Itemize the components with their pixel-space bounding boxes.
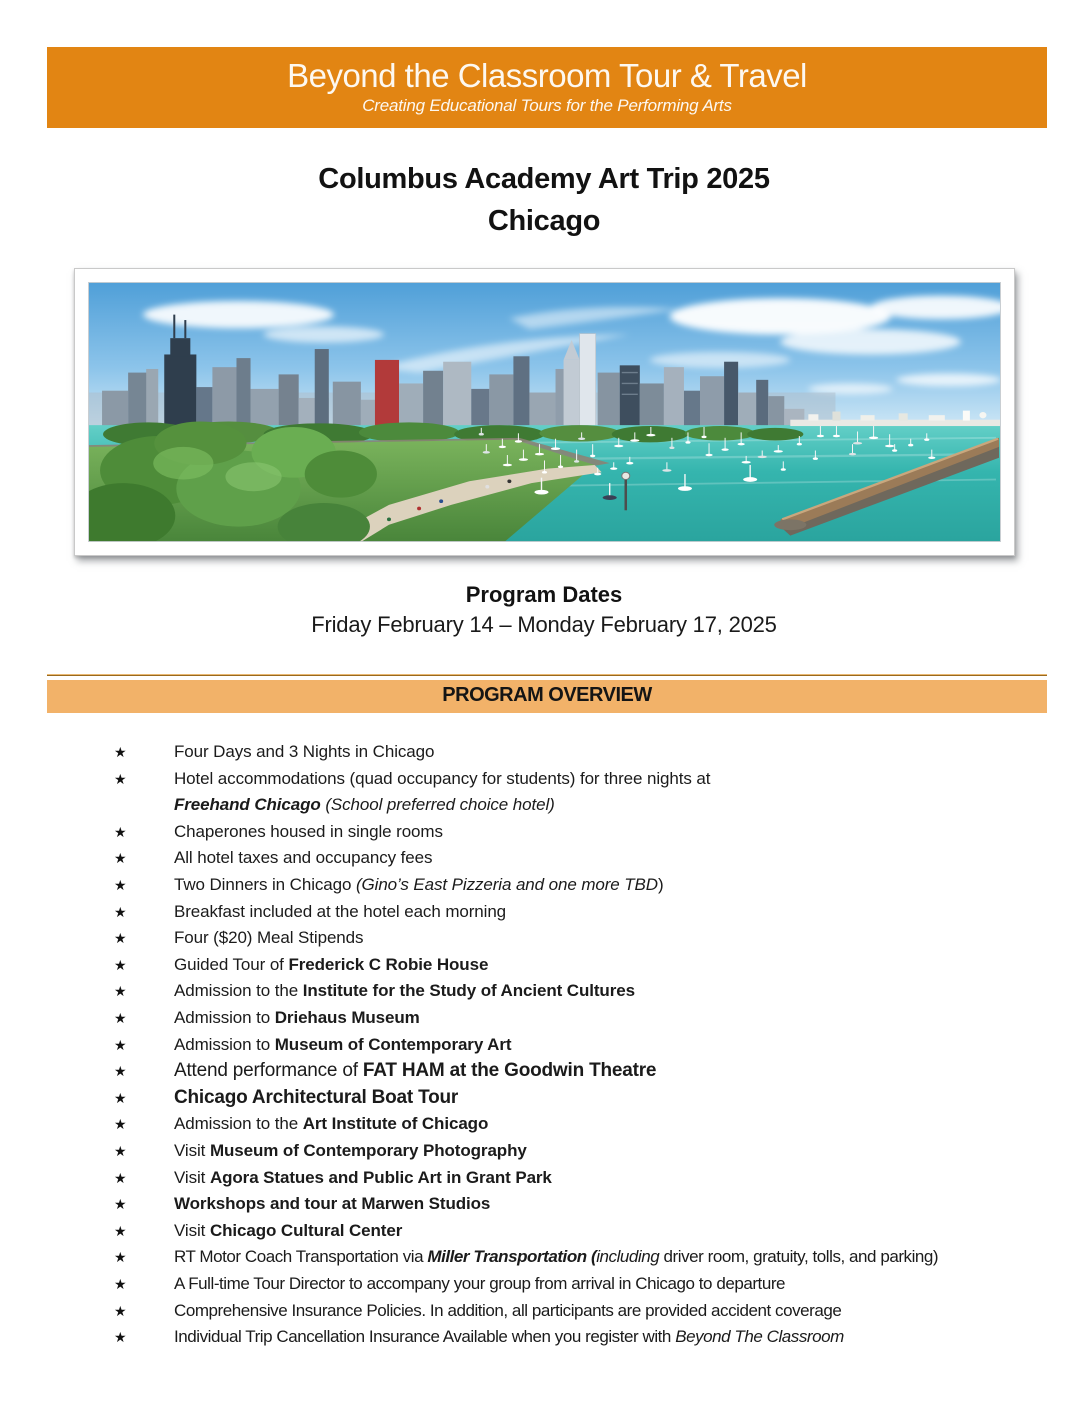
list-item	[114, 1005, 1044, 1032]
program-dates-range: Friday February 14 – Monday February 17, 2025	[311, 612, 777, 638]
list-item-text: Four ($20) Meal Stipends	[174, 928, 364, 948]
section-divider-rule	[47, 674, 1047, 676]
company-banner	[47, 47, 1047, 128]
trip-title	[0, 158, 1088, 242]
star-bullet-icon: ★	[114, 1302, 127, 1319]
star-bullet-icon: ★	[114, 877, 127, 893]
list-item-text: Admission to Driehaus Museum	[174, 1007, 420, 1027]
list-item	[114, 1085, 1044, 1112]
list-item-text: Four Days and 3 Nights in Chicago	[174, 742, 435, 762]
star-bullet-icon: ★	[114, 1249, 127, 1266]
list-item	[114, 845, 1044, 872]
star-bullet-icon: ★	[114, 1063, 127, 1080]
list-item	[114, 978, 1044, 1005]
list-item	[114, 1218, 1044, 1245]
star-bullet-icon: ★	[114, 1222, 127, 1239]
list-item-text: Two Dinners in Chicago (Gino’s East Pizzeria and one more TBD)	[174, 875, 664, 894]
list-item	[114, 1244, 1044, 1271]
list-item-text: Visit Chicago Cultural Center	[174, 1220, 403, 1240]
list-item-text: RT Motor Coach Transportation via Miller Transportation (including driver room, gratuity, tolls, and parking)	[174, 1247, 939, 1267]
list-item-text: Attend performance of FAT HAM at the Goodwin Theatre	[174, 1060, 657, 1082]
star-bullet-icon: ★	[114, 1329, 127, 1346]
star-bullet-icon: ★	[114, 1142, 127, 1159]
list-item	[114, 872, 1044, 899]
list-item	[114, 1111, 1044, 1138]
list-item-text: Chicago Architectural Boat Tour	[174, 1086, 459, 1108]
star-bullet-icon: ★	[114, 1169, 127, 1186]
list-item	[114, 1271, 1044, 1298]
list-item	[114, 1138, 1044, 1165]
list-item-text: Individual Trip Cancellation Insurance Available when you register with Beyond The Classroom	[174, 1327, 844, 1347]
list-item-text: Admission to the Art Institute of Chicago	[174, 1114, 489, 1134]
list-item	[114, 899, 1044, 926]
trip-title-line1: Columbus Academy Art Trip 2025	[318, 162, 770, 195]
list-item-text: Breakfast included at the hotel each morning	[174, 901, 507, 921]
list-item-text: Admission to the Institute for the Study of Ancient Cultures	[174, 981, 635, 1001]
chicago-skyline-photo	[88, 282, 1001, 542]
star-bullet-icon: ★	[114, 1089, 127, 1106]
list-item	[114, 1298, 1044, 1325]
list-item-text: A Full-time Tour Director to accompany your group from arrival in Chicago to departure	[174, 1273, 786, 1293]
list-item	[114, 1165, 1044, 1192]
star-bullet-icon: ★	[114, 850, 127, 867]
list-item	[114, 766, 1044, 819]
star-bullet-icon: ★	[114, 983, 127, 1000]
list-item-text: Hotel accommodations (quad occupancy for students) for three nights at Freehand Chicago (School preferred choice hotel)	[174, 768, 711, 815]
list-item-text: Visit Agora Statues and Public Art in Grant Park	[174, 1167, 552, 1187]
trip-title-line2: Chicago	[487, 204, 601, 237]
company-name: Beyond the Classroom Tour & Travel	[287, 57, 807, 94]
list-item	[114, 819, 1044, 846]
list-item	[114, 1324, 1044, 1351]
star-bullet-icon: ★	[114, 1196, 127, 1213]
star-bullet-icon: ★	[114, 770, 127, 787]
company-tagline: Creating Educational Tours for the Performing Arts	[362, 95, 732, 115]
star-bullet-icon: ★	[114, 903, 127, 920]
list-item-text: Visit Museum of Contemporary Photography	[174, 1140, 527, 1160]
star-bullet-icon: ★	[114, 956, 127, 973]
list-item	[114, 1058, 1044, 1085]
star-bullet-icon: ★	[114, 744, 127, 761]
overview-list	[114, 739, 1044, 1351]
star-bullet-icon: ★	[114, 823, 127, 840]
photo-frame	[74, 268, 1015, 556]
star-bullet-icon: ★	[114, 930, 127, 947]
star-bullet-icon: ★	[114, 1116, 127, 1133]
list-item-text: All hotel taxes and occupancy fees	[174, 848, 433, 868]
star-bullet-icon: ★	[114, 1009, 127, 1026]
program-overview-title: PROGRAM OVERVIEW	[442, 684, 652, 707]
program-overview-header	[47, 680, 1047, 713]
list-item-text: Workshops and tour at Marwen Studios	[174, 1194, 491, 1214]
star-bullet-icon: ★	[114, 1036, 127, 1053]
program-dates-heading: Program Dates	[465, 582, 623, 608]
list-item-text: Chaperones housed in single rooms	[174, 821, 443, 841]
list-item	[114, 1191, 1044, 1218]
star-bullet-icon: ★	[114, 1275, 127, 1292]
program-dates-section	[0, 582, 1088, 638]
list-item	[114, 1032, 1044, 1059]
list-item-text: Comprehensive Insurance Policies. In addition, all participants are provided accident coverage	[174, 1300, 842, 1320]
list-item	[114, 952, 1044, 979]
list-item	[114, 739, 1044, 766]
list-item	[114, 925, 1044, 952]
list-item-text: Guided Tour of Frederick C Robie House	[174, 954, 489, 974]
list-item-text: Admission to Museum of Contemporary Art	[174, 1034, 512, 1054]
